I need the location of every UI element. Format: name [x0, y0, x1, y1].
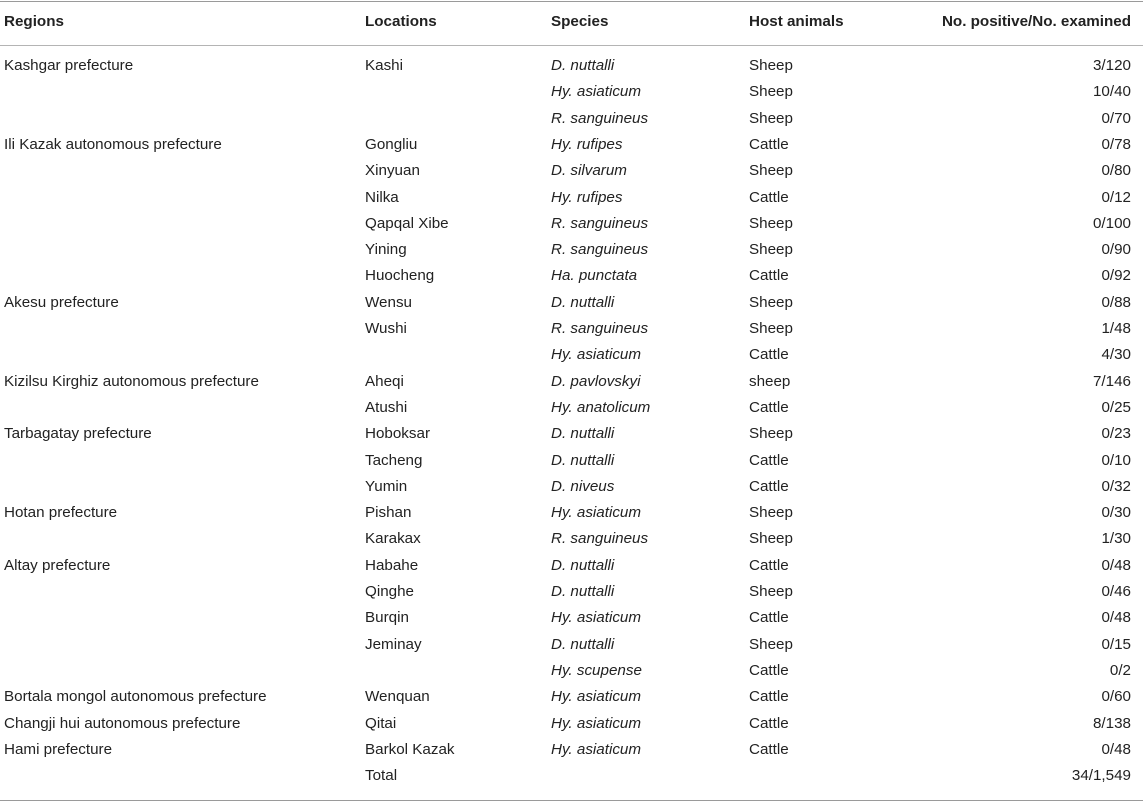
row-species-cell: Hy. asiaticum [551, 609, 642, 627]
row-location-cell: Total [365, 767, 398, 785]
row-host-cell: Cattle [749, 609, 789, 627]
row-host-cell: Cattle [749, 556, 789, 574]
row-species-cell: Hy. asiaticum [551, 740, 642, 758]
table-row [0, 763, 1143, 789]
row-species-cell: D. nuttalli [551, 583, 615, 600]
row-ratio-cell: 0/25 [1101, 398, 1131, 416]
row-location-cell: Wushi [365, 320, 407, 337]
row-host-cell: Cattle [749, 688, 789, 706]
row-location-cell: Nilka [365, 188, 399, 206]
row-species-cell: D. nuttalli [551, 57, 615, 74]
row-host-cell: Cattle [749, 267, 789, 285]
row-species-cell: Hy. rufipes [551, 135, 623, 153]
row-host-cell: Sheep [749, 162, 793, 180]
row-ratio-cell: 0/2 [1109, 661, 1131, 679]
row-location-cell: Aheqi [365, 372, 404, 390]
row-host-cell: Cattle [749, 477, 789, 495]
row-region-cell: Bortala mongol autonomous prefecture [4, 688, 267, 706]
row-ratio-cell: 0/12 [1101, 188, 1131, 206]
row-species-cell: R. sanguineus [551, 214, 649, 232]
row-ratio-cell: 0/48 [1101, 740, 1131, 758]
row-region-cell: Akesu prefecture [4, 293, 119, 311]
row-ratio-cell: 0/92 [1101, 267, 1131, 285]
row-species-cell: D. niveus [551, 477, 615, 495]
table-row [0, 132, 1143, 158]
table-row [0, 474, 1143, 500]
row-region-cell: Hotan prefecture [4, 504, 118, 522]
table-row [0, 421, 1143, 447]
header-host-animals: Host animals [749, 13, 844, 30]
row-ratio-cell: 1/30 [1101, 530, 1131, 548]
row-location-cell: Karakax [365, 530, 421, 548]
row-species-cell: Hy. asiaticum [551, 346, 642, 364]
row-host-cell: Cattle [749, 661, 789, 679]
row-ratio-cell: 0/15 [1101, 635, 1131, 653]
row-host-cell: Sheep [749, 583, 793, 600]
row-ratio-cell: 10/40 [1092, 83, 1131, 101]
row-region-cell: Kashgar prefecture [4, 57, 134, 74]
row-host-cell: Sheep [749, 530, 793, 548]
row-location-cell: Qapqal Xibe [365, 214, 449, 232]
row-location-cell: Jeminay [365, 635, 422, 653]
row-location-cell: Qinghe [365, 583, 414, 600]
row-host-cell: Sheep [749, 241, 793, 259]
row-host-cell: Sheep [749, 214, 793, 232]
row-ratio-cell: 0/90 [1101, 241, 1131, 259]
row-host-cell: Sheep [749, 57, 793, 74]
row-host-cell: Cattle [749, 135, 789, 153]
row-location-cell: Barkol Kazak [365, 740, 455, 758]
row-species-cell: Hy. asiaticum [551, 504, 642, 522]
row-region-cell: Ili Kazak autonomous prefecture [4, 135, 222, 153]
header-positive-examined: No. positive/No. examined [941, 13, 1131, 30]
row-species-cell: Hy. scupense [551, 661, 642, 679]
table-row [0, 158, 1143, 184]
row-location-cell: Yining [365, 241, 407, 259]
row-ratio-cell: 0/88 [1101, 293, 1131, 311]
row-species-cell: D. nuttalli [551, 635, 615, 653]
row-ratio-cell: 0/48 [1101, 609, 1131, 627]
row-location-cell: Habahe [365, 556, 419, 574]
table-row [0, 53, 1143, 79]
row-host-cell: Cattle [749, 740, 789, 758]
row-location-cell: Kashi [365, 57, 403, 74]
table-row [0, 553, 1143, 579]
table-row [0, 526, 1143, 552]
row-species-cell: R. sanguineus [551, 320, 649, 337]
table-row [0, 211, 1143, 237]
table-row [0, 316, 1143, 342]
row-ratio-cell: 0/70 [1101, 109, 1131, 127]
row-host-cell: Cattle [749, 714, 789, 732]
row-ratio-cell: 0/30 [1101, 504, 1131, 522]
table-row [0, 290, 1143, 316]
row-location-cell: Xinyuan [365, 162, 420, 180]
table-row [0, 263, 1143, 289]
row-species-cell: Hy. anatolicum [551, 398, 651, 416]
row-species-cell: Ha. punctata [551, 267, 638, 285]
row-ratio-cell: 3/120 [1092, 57, 1131, 74]
row-species-cell: D. nuttalli [551, 293, 615, 311]
header-species: Species [551, 13, 609, 30]
table-row [0, 632, 1143, 658]
table-bottom-rule [0, 800, 1143, 801]
row-ratio-cell: 8/138 [1092, 714, 1131, 732]
row-location-cell: Burqin [365, 609, 409, 627]
table-row [0, 369, 1143, 395]
row-species-cell: D. nuttalli [551, 425, 615, 443]
row-host-cell: Sheep [749, 83, 793, 101]
row-location-cell: Tacheng [365, 451, 423, 469]
row-region-cell: Altay prefecture [4, 556, 111, 574]
row-location-cell: Yumin [365, 477, 408, 495]
table-row [0, 79, 1143, 105]
row-species-cell: R. sanguineus [551, 241, 649, 259]
row-species-cell: D. silvarum [551, 162, 627, 180]
row-host-cell: Sheep [749, 635, 793, 653]
table-row [0, 658, 1143, 684]
table-row [0, 737, 1143, 763]
row-ratio-cell: 0/78 [1101, 135, 1131, 153]
row-location-cell: Huocheng [365, 267, 435, 285]
row-host-cell: Cattle [749, 398, 789, 416]
table-header-rule [0, 45, 1143, 46]
row-host-cell: Sheep [749, 293, 793, 311]
row-ratio-cell: 0/46 [1101, 583, 1131, 600]
row-location-cell: Gongliu [365, 135, 418, 153]
row-ratio-cell: 7/146 [1092, 372, 1131, 390]
row-species-cell: Hy. asiaticum [551, 714, 642, 732]
row-location-cell: Pishan [365, 504, 412, 522]
row-region-cell: Tarbagatay prefecture [4, 425, 152, 443]
header-locations: Locations [365, 13, 437, 30]
table-header-row [0, 4, 1143, 40]
row-ratio-cell: 0/60 [1101, 688, 1131, 706]
row-species-cell: R. sanguineus [551, 109, 649, 127]
row-location-cell: Atushi [365, 398, 408, 416]
row-region-cell: Changji hui autonomous prefecture [4, 714, 241, 732]
row-species-cell: Hy. rufipes [551, 188, 623, 206]
row-ratio-cell: 0/32 [1101, 477, 1131, 495]
row-host-cell: Cattle [749, 346, 789, 364]
row-location-cell: Wenquan [365, 688, 430, 706]
row-host-cell: Sheep [749, 109, 793, 127]
row-location-cell: Wensu [365, 293, 412, 311]
row-host-cell: Sheep [749, 425, 793, 443]
row-ratio-cell: 34/1,549 [1071, 767, 1131, 785]
header-regions: Regions [4, 13, 64, 30]
row-host-cell: Cattle [749, 188, 789, 206]
row-host-cell: Cattle [749, 451, 789, 469]
row-ratio-cell: 0/48 [1101, 556, 1131, 574]
table-row [0, 605, 1143, 631]
row-location-cell: Qitai [365, 714, 397, 732]
row-host-cell: sheep [749, 372, 791, 390]
row-species-cell: D. pavlovskyi [551, 372, 641, 390]
row-species-cell: R. sanguineus [551, 530, 649, 548]
row-region-cell: Hami prefecture [4, 740, 113, 758]
table-row [0, 342, 1143, 368]
table-row [0, 395, 1143, 421]
row-location-cell: Hoboksar [365, 425, 430, 443]
row-ratio-cell: 0/10 [1101, 451, 1131, 469]
row-species-cell: Hy. asiaticum [551, 83, 642, 101]
table-row [0, 579, 1143, 605]
row-ratio-cell: 0/23 [1101, 425, 1131, 443]
table-row [0, 684, 1143, 710]
table-row [0, 711, 1143, 737]
table-row [0, 500, 1143, 526]
row-host-cell: Sheep [749, 504, 793, 522]
row-ratio-cell: 0/100 [1092, 214, 1131, 232]
table-top-rule [0, 1, 1143, 2]
table-row [0, 106, 1143, 132]
row-region-cell: Kizilsu Kirghiz autonomous prefecture [4, 372, 259, 390]
row-species-cell: D. nuttalli [551, 556, 615, 574]
row-ratio-cell: 4/30 [1101, 346, 1131, 364]
table-row [0, 185, 1143, 211]
row-ratio-cell: 0/80 [1101, 162, 1131, 180]
row-species-cell: Hy. asiaticum [551, 688, 642, 706]
table-row [0, 237, 1143, 263]
row-species-cell: D. nuttalli [551, 451, 615, 469]
row-host-cell: Sheep [749, 320, 793, 337]
row-ratio-cell: 1/48 [1101, 320, 1131, 337]
table-row [0, 448, 1143, 474]
